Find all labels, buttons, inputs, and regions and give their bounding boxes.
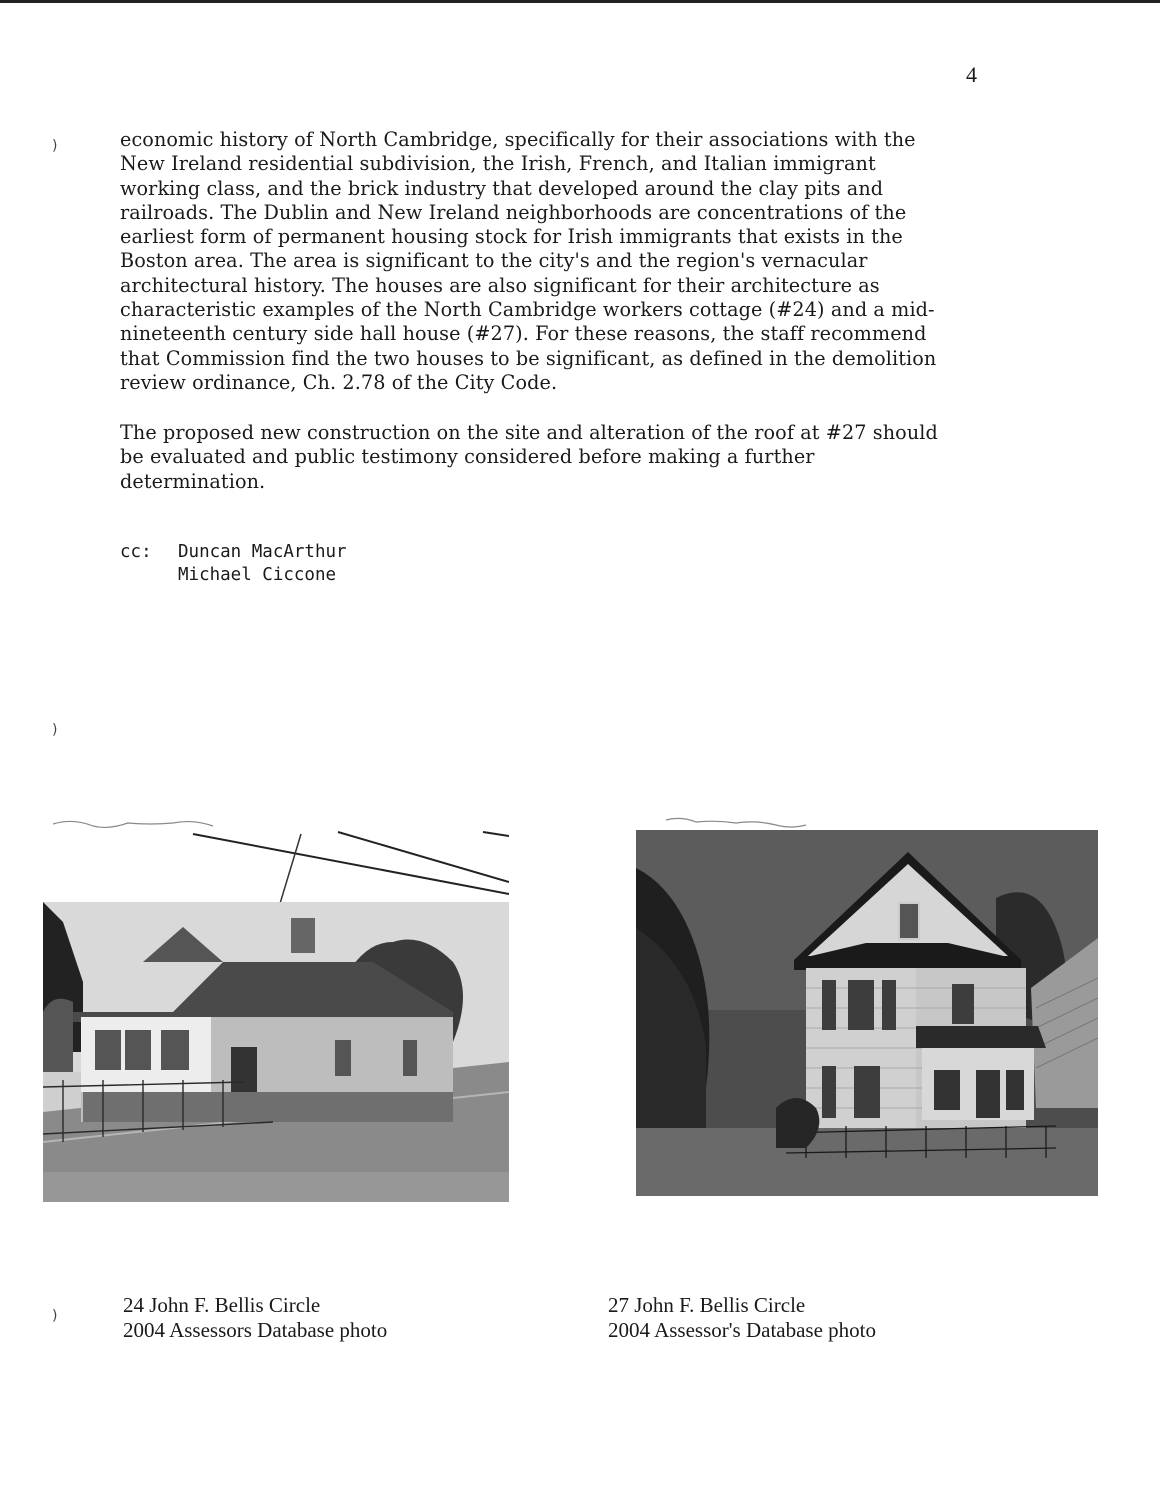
scan-mark: )	[52, 722, 58, 738]
text-line: architectural history. The houses are also significant for their architecture as	[120, 273, 880, 297]
text-line: New Ireland residential subdivision, the Irish, French, and Italian immigrant	[120, 152, 876, 176]
body-paragraph-2	[120, 421, 990, 494]
caption-address: 24 John F. Bellis Circle	[123, 1293, 321, 1317]
text-line: determination.	[120, 469, 266, 493]
caption-address: 27 John F. Bellis Circle	[608, 1293, 806, 1317]
text-line: The proposed new construction on the site and alteration of the roof at #27 should	[120, 421, 938, 444]
scan-mark: )	[52, 1308, 58, 1324]
cc-recipients	[178, 541, 347, 587]
caption-source: 2004 Assessor's Database photo	[608, 1318, 877, 1342]
text-line: that Commission find the two houses to be significant, as defined in the demolition	[120, 346, 937, 370]
text-line: characteristic examples of the North Cambridge workers cottage (#24) and a mid-	[120, 298, 935, 322]
photo-27-bellis-circle	[636, 808, 1098, 1196]
text-line: economic history of North Cambridge, specifically for their associations with the	[120, 128, 916, 151]
text-line: railroads. The Dublin and New Ireland neighborhoods are concentrations of the	[120, 200, 907, 224]
photo-24-bellis-circle	[43, 812, 509, 1202]
text-line: working class, and the brick industry that developed around the clay pits and	[120, 176, 884, 200]
caption-source: 2004 Assessors Database photo	[123, 1318, 388, 1342]
text-line: review ordinance, Ch. 2.78 of the City Code.	[120, 370, 558, 394]
page-number: 4	[966, 62, 977, 87]
text-line: nineteenth century side hall house (#27). For these reasons, the staff recommend	[120, 322, 927, 346]
photo-caption-27	[608, 1293, 876, 1343]
scan-mark: )	[52, 138, 58, 154]
cc-recipient: Duncan MacArthur	[178, 542, 347, 562]
cc-recipient: Michael Ciccone	[178, 565, 337, 585]
house-photo-27	[636, 808, 1098, 1196]
house-photo-24	[43, 812, 509, 1202]
scan-top-edge	[0, 0, 1160, 3]
cc-label: cc:	[120, 542, 152, 562]
body-paragraph-1	[120, 128, 990, 395]
text-line: earliest form of permanent housing stock for Irish immigrants that exists in the	[120, 225, 903, 249]
text-line: Boston area. The area is significant to the city's and the region's vernacular	[120, 249, 868, 273]
photo-caption-24	[123, 1293, 387, 1343]
text-line: be evaluated and public testimony considered before making a further	[120, 445, 815, 469]
